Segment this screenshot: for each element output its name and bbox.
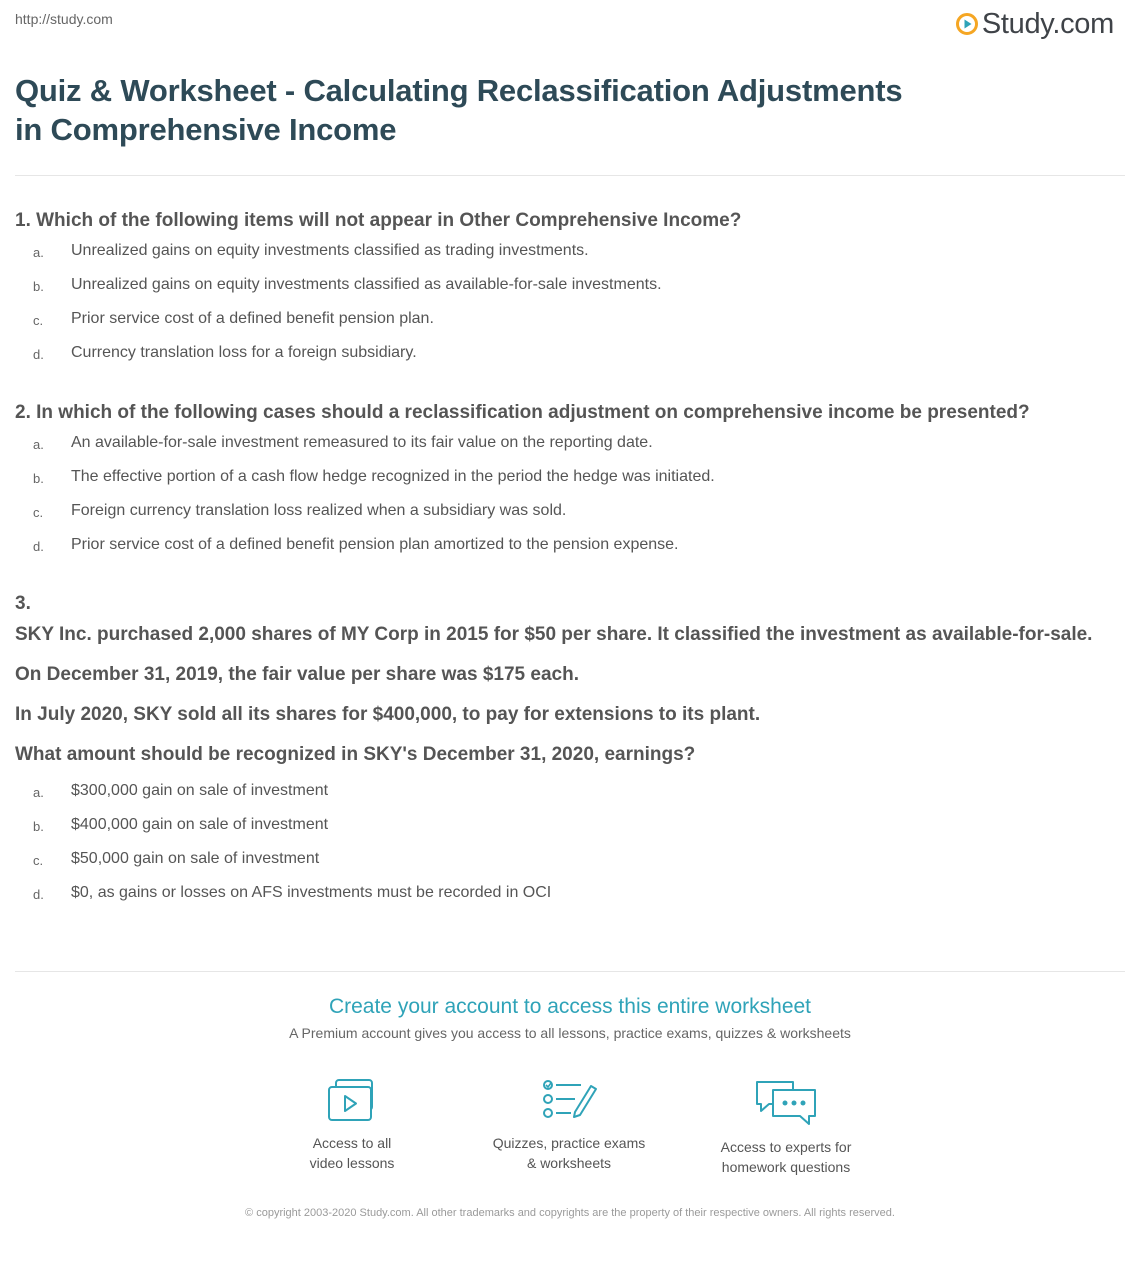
question-paragraph: What amount should be recognized in SKY's December 31, 2020, earnings? bbox=[15, 744, 696, 765]
option-letter: c. bbox=[33, 505, 44, 520]
feature-label-line: & worksheets bbox=[526, 1155, 612, 1171]
feature-label bbox=[479, 1133, 659, 1173]
page-title: Quiz & Worksheet - Calculating Reclassification Adjustments in Comprehensive Income bbox=[15, 73, 903, 147]
divider bbox=[15, 971, 1125, 972]
option-letter: a. bbox=[33, 245, 44, 260]
question-3 bbox=[15, 592, 1125, 916]
option-text: The effective portion of a cash flow hedge recognized in the period the hedge was initiated. bbox=[71, 468, 715, 485]
create-account-link[interactable]: Create your account to access this entire worksheet bbox=[328, 995, 812, 1018]
question-2 bbox=[15, 401, 1125, 568]
quiz-checklist-icon bbox=[539, 1078, 599, 1124]
study-logo[interactable] bbox=[956, 8, 1114, 40]
option-text: Prior service cost of a defined benefit pension plan amortized to the pension expense. bbox=[71, 536, 679, 553]
option-letter: c. bbox=[33, 313, 44, 328]
question-text: 1. Which of the following items will not appear in Other Comprehensive Income? bbox=[15, 210, 742, 231]
feature-label-line: video lessons bbox=[309, 1155, 395, 1171]
answer-option-a[interactable] bbox=[15, 240, 1125, 274]
feature-label bbox=[262, 1133, 442, 1173]
option-letter: c. bbox=[33, 853, 44, 868]
option-text: An available-for-sale investment remeasured to its fair value on the reporting date. bbox=[71, 434, 653, 451]
answer-options bbox=[15, 432, 1125, 568]
question-paragraph: In July 2020, SKY sold all its shares for $400,000, to pay for extensions to its plant. bbox=[15, 704, 761, 725]
question-number: 3. bbox=[15, 593, 31, 614]
feature-label-line: Access to experts for bbox=[720, 1139, 852, 1155]
answer-options bbox=[15, 240, 1125, 376]
option-text: Unrealized gains on equity investments classified as trading investments. bbox=[71, 242, 589, 259]
copyright-notice: © copyright 2003-2020 Study.com. All other trademarks and copyrights are the property of their respective owners. All rights reserved. bbox=[245, 1207, 895, 1219]
answer-option-b[interactable] bbox=[15, 814, 1125, 848]
feature-experts bbox=[696, 1078, 876, 1177]
feature-label-line: homework questions bbox=[721, 1159, 851, 1175]
feature-label-line: Access to all bbox=[312, 1135, 392, 1151]
question-paragraph: On December 31, 2019, the fair value per share was $175 each. bbox=[15, 664, 579, 685]
answer-option-d[interactable] bbox=[15, 534, 1125, 568]
feature-video-lessons bbox=[262, 1078, 442, 1173]
option-letter: d. bbox=[33, 539, 44, 554]
answer-options bbox=[15, 780, 1125, 916]
option-text: Unrealized gains on equity investments classified as available-for-sale investments. bbox=[71, 276, 662, 293]
video-lessons-icon bbox=[324, 1078, 380, 1124]
play-circle-icon bbox=[956, 13, 978, 35]
option-text: Prior service cost of a defined benefit pension plan. bbox=[71, 310, 434, 327]
option-letter: d. bbox=[33, 347, 44, 362]
feature-quizzes bbox=[479, 1078, 659, 1173]
option-text: $0, as gains or losses on AFS investments must be recorded in OCI bbox=[71, 884, 552, 901]
answer-option-d[interactable] bbox=[15, 882, 1125, 916]
option-letter: d. bbox=[33, 887, 44, 902]
answer-option-a[interactable] bbox=[15, 780, 1125, 814]
answer-option-c[interactable] bbox=[15, 500, 1125, 534]
answer-option-d[interactable] bbox=[15, 342, 1125, 376]
divider bbox=[15, 175, 1125, 176]
question-1 bbox=[15, 209, 1125, 376]
option-text: Currency translation loss for a foreign subsidiary. bbox=[71, 344, 417, 361]
answer-option-b[interactable] bbox=[15, 466, 1125, 500]
option-text: $400,000 gain on sale of investment bbox=[71, 816, 329, 833]
answer-option-a[interactable] bbox=[15, 432, 1125, 466]
option-text: $50,000 gain on sale of investment bbox=[71, 850, 320, 867]
option-letter: a. bbox=[33, 785, 44, 800]
option-letter: a. bbox=[33, 437, 44, 452]
question-text: 2. In which of the following cases should a reclassification adjustment on comprehensive income be presented? bbox=[15, 402, 1030, 423]
feature-label bbox=[696, 1137, 876, 1177]
option-text: $300,000 gain on sale of investment bbox=[71, 782, 329, 799]
option-letter: b. bbox=[33, 819, 44, 834]
expert-chat-icon bbox=[753, 1078, 819, 1128]
option-letter: b. bbox=[33, 471, 44, 486]
promo-subtitle: A Premium account gives you access to all lessons, practice exams, quizzes & worksheets bbox=[289, 1025, 851, 1041]
logo-text: Study.com bbox=[981, 8, 1114, 40]
answer-option-c[interactable] bbox=[15, 308, 1125, 342]
option-letter: b. bbox=[33, 279, 44, 294]
option-text: Foreign currency translation loss realized when a subsidiary was sold. bbox=[71, 502, 567, 519]
answer-option-c[interactable] bbox=[15, 848, 1125, 882]
answer-option-b[interactable] bbox=[15, 274, 1125, 308]
site-url[interactable]: http://study.com bbox=[15, 11, 113, 27]
question-paragraph: SKY Inc. purchased 2,000 shares of MY Corp in 2015 for $50 per share. It classified the investment as available-for-sale. bbox=[15, 624, 1093, 645]
feature-label-line: Quizzes, practice exams bbox=[492, 1135, 646, 1151]
